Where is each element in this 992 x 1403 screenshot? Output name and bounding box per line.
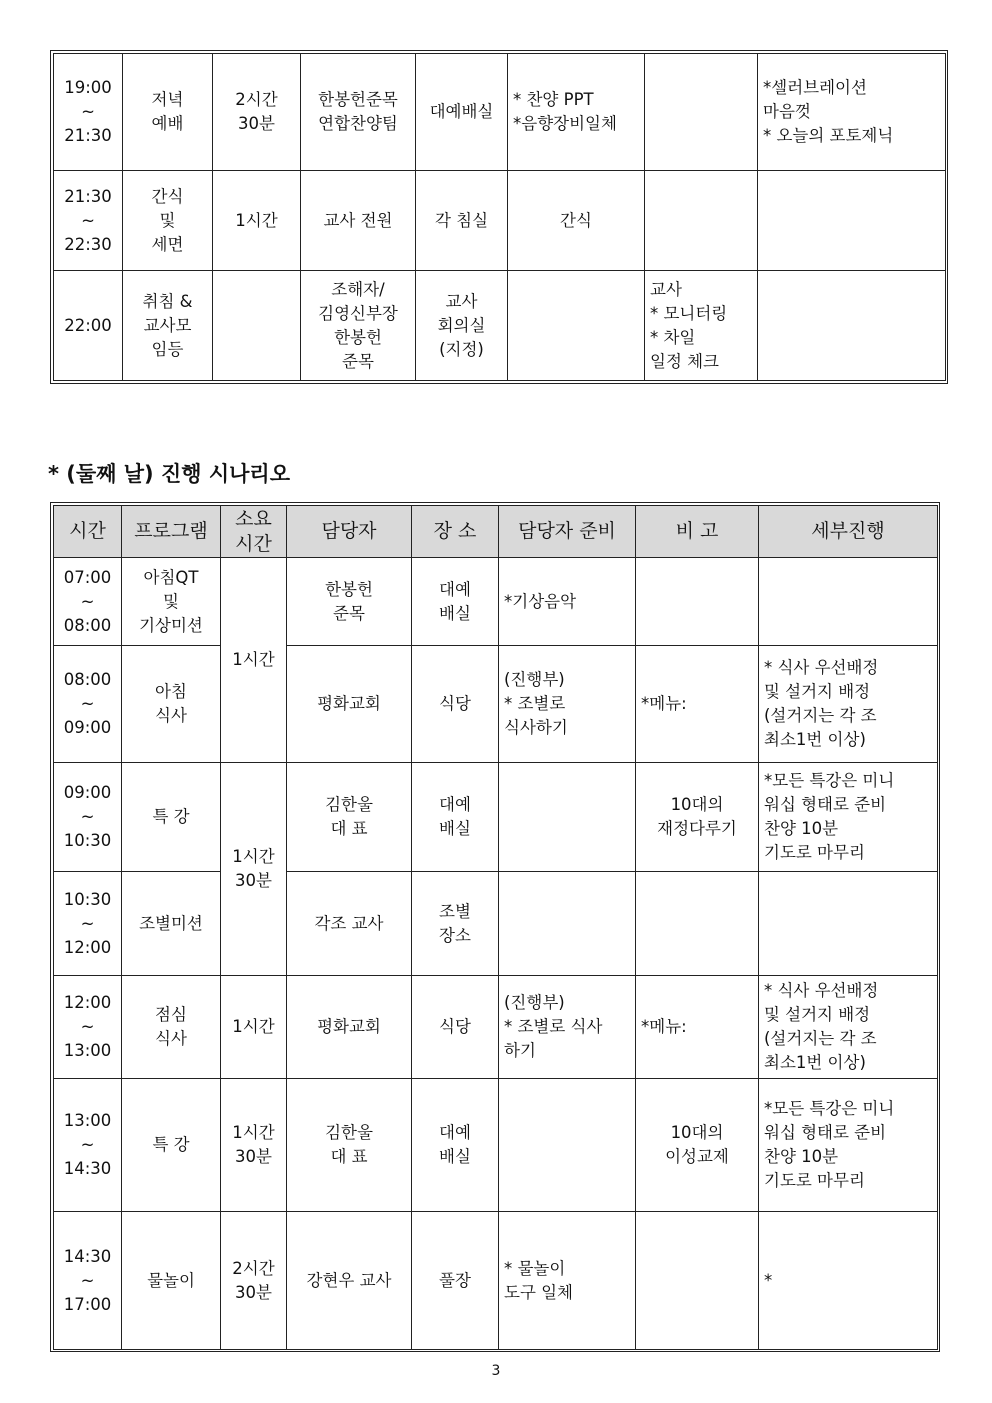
- manager-cell: 각조 교사: [287, 872, 412, 976]
- table-row: [54, 646, 938, 763]
- manager-cell: 평화교회: [287, 976, 412, 1079]
- duration-cell: [213, 271, 301, 381]
- note-cell: 교사 * 모니터링 * 차일 일정 체크: [645, 271, 758, 381]
- detail-cell: *모든 특강은 미니 워십 형태로 준비 찬양 10분 기도로 마무리: [759, 1079, 938, 1212]
- detail-cell: * 식사 우선배정 및 설거지 배정 (설거지는 각 조 최소1번 이상): [759, 646, 938, 763]
- note-cell: *메뉴:: [636, 976, 759, 1079]
- detail-cell: [758, 271, 946, 381]
- duration-cell: 1시간: [221, 976, 287, 1079]
- time-cell: 08:00 ~ 09:00: [54, 646, 122, 763]
- table-row: [54, 1079, 938, 1212]
- detail-cell: *셀러브레이션 마음껏 * 오늘의 포토제닉: [758, 54, 946, 171]
- program-cell: 점심 식사: [122, 976, 221, 1079]
- header-note: 비 고: [636, 506, 759, 558]
- place-cell: 풀장: [412, 1212, 499, 1350]
- header-program: 프로그램: [122, 506, 221, 558]
- note-cell: *메뉴:: [636, 646, 759, 763]
- header-detail: 세부진행: [759, 506, 938, 558]
- program-cell: 물놀이: [122, 1212, 221, 1350]
- note-cell: [636, 1212, 759, 1350]
- program-cell: 특 강: [122, 1079, 221, 1212]
- time-cell: 10:30 ~ 12:00: [54, 872, 122, 976]
- duration-cell: 1시간: [213, 171, 301, 271]
- time-cell: 19:00 ~ 21:30: [54, 54, 123, 171]
- program-cell: 저녁 예배: [123, 54, 213, 171]
- duration-cell: 2시간 30분: [213, 54, 301, 171]
- program-cell: 아침 식사: [122, 646, 221, 763]
- page-number: 3: [491, 1363, 501, 1379]
- header-place: 장 소: [412, 506, 499, 558]
- note-cell: 10대의 이성교제: [636, 1079, 759, 1212]
- duration-cell: 1시간: [221, 558, 287, 763]
- header-row: [54, 506, 938, 558]
- table-row: [54, 976, 938, 1079]
- header-time: 시간: [54, 506, 122, 558]
- program-cell: 취침 & 교사모 임등: [123, 271, 213, 381]
- prep-cell: [499, 872, 636, 976]
- place-cell: 식당: [412, 976, 499, 1079]
- manager-cell: 강현우 교사: [287, 1212, 412, 1350]
- note-cell: [645, 54, 758, 171]
- day1-schedule-table: [53, 53, 946, 381]
- place-cell: 조별 장소: [412, 872, 499, 976]
- manager-cell: 교사 전원: [301, 171, 416, 271]
- table-row: [54, 1212, 938, 1350]
- time-cell: 14:30 ~ 17:00: [54, 1212, 122, 1350]
- place-cell: 대예 배실: [412, 558, 499, 646]
- prep-cell: *기상음악: [499, 558, 636, 646]
- detail-cell: * 식사 우선배정 및 설거지 배정 (설거지는 각 조 최소1번 이상): [759, 976, 938, 1079]
- detail-cell: [759, 872, 938, 976]
- table-row: [54, 54, 946, 171]
- day2-schedule-table: [53, 505, 938, 1350]
- note-cell: 10대의 재정다루기: [636, 763, 759, 872]
- table-row: [54, 872, 938, 976]
- time-cell: 21:30 ~ 22:30: [54, 171, 123, 271]
- note-cell: [645, 171, 758, 271]
- manager-cell: 한봉헌 준목: [287, 558, 412, 646]
- program-cell: 조별미션: [122, 872, 221, 976]
- table-row: [54, 171, 946, 271]
- place-cell: 교사 회의실 (지정): [416, 271, 508, 381]
- header-duration: 소요 시간: [221, 506, 287, 558]
- table-row: [54, 271, 946, 381]
- detail-cell: [758, 171, 946, 271]
- prep-cell: * 물놀이 도구 일체: [499, 1212, 636, 1350]
- time-cell: 22:00: [54, 271, 123, 381]
- detail-cell: *: [759, 1212, 938, 1350]
- time-cell: 12:00 ~ 13:00: [54, 976, 122, 1079]
- program-cell: 간식 및 세면: [123, 171, 213, 271]
- time-cell: 07:00 ~ 08:00: [54, 558, 122, 646]
- note-cell: [636, 872, 759, 976]
- prep-cell: (진행부) * 조별로 식사 하기: [499, 976, 636, 1079]
- detail-cell: [759, 558, 938, 646]
- place-cell: 식당: [412, 646, 499, 763]
- manager-cell: 김한울 대 표: [287, 763, 412, 872]
- place-cell: 대예 배실: [412, 763, 499, 872]
- prep-cell: [499, 1079, 636, 1212]
- duration-cell: 1시간 30분: [221, 763, 287, 976]
- program-cell: 특 강: [122, 763, 221, 872]
- duration-cell: 1시간 30분: [221, 1079, 287, 1212]
- note-cell: [636, 558, 759, 646]
- time-cell: 09:00 ~ 10:30: [54, 763, 122, 872]
- table-row: [54, 763, 938, 872]
- prep-cell: [499, 763, 636, 872]
- prep-cell: [508, 271, 645, 381]
- program-cell: 아침QT 및 기상미션: [122, 558, 221, 646]
- manager-cell: 조해자/ 김영신부장 한봉헌 준목: [301, 271, 416, 381]
- section-heading: * (둘째 날) 진행 시나리오: [48, 462, 290, 486]
- detail-cell: *모든 특강은 미니 워십 형태로 준비 찬양 10분 기도로 마무리: [759, 763, 938, 872]
- prep-cell: (진행부) * 조별로 식사하기: [499, 646, 636, 763]
- duration-cell: 2시간 30분: [221, 1212, 287, 1350]
- prep-cell: * 찬양 PPT *음향장비일체: [508, 54, 645, 171]
- place-cell: 대예 배실: [412, 1079, 499, 1212]
- manager-cell: 평화교회: [287, 646, 412, 763]
- header-prep: 담당자 준비: [499, 506, 636, 558]
- manager-cell: 한봉헌준목 연합찬양팀: [301, 54, 416, 171]
- prep-cell: 간식: [508, 171, 645, 271]
- time-cell: 13:00 ~ 14:30: [54, 1079, 122, 1212]
- header-manager: 담당자: [287, 506, 412, 558]
- manager-cell: 김한울 대 표: [287, 1079, 412, 1212]
- place-cell: 각 침실: [416, 171, 508, 271]
- table-row: [54, 558, 938, 646]
- place-cell: 대예배실: [416, 54, 508, 171]
